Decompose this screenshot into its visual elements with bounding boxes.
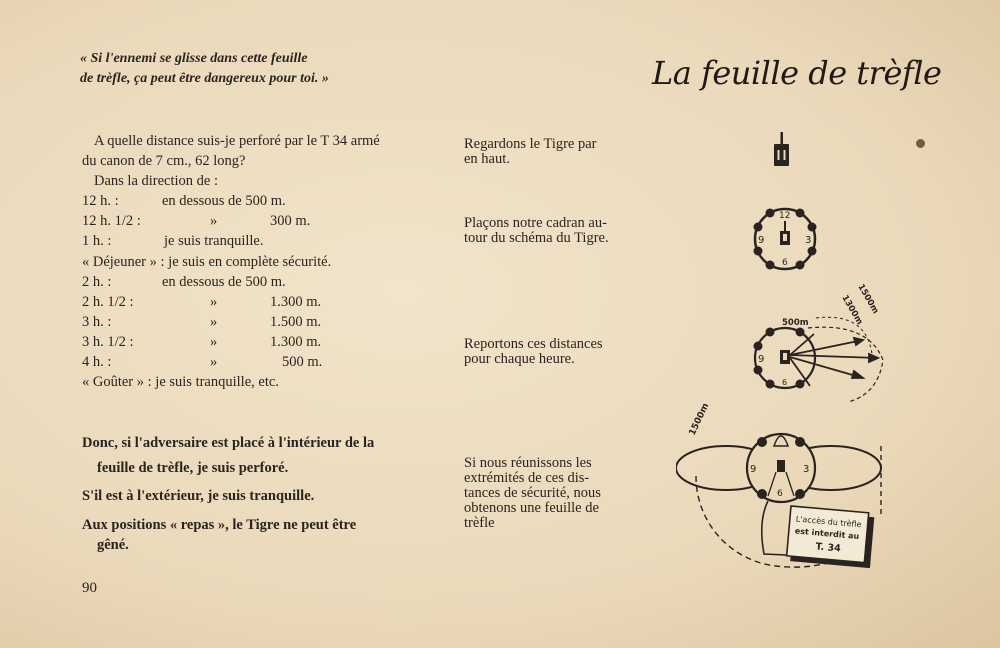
conclusion-line: S'il est à l'extérieur, je suis tranquille.	[82, 488, 315, 504]
intro-line: Dans la direction de :	[94, 173, 219, 190]
quote-line: « Si l'ennemi se glisse dans cette feuille	[80, 51, 308, 66]
clock-label-6: 6	[782, 378, 788, 387]
direction-row: 1 h. : je suis tranquille.	[82, 233, 264, 250]
question-block	[82, 133, 462, 394]
step-2-caption: Plaçons notre cadran au- tour du schéma du Tigre.	[464, 215, 609, 246]
direction-row: 3 h. : » 1.500 m.	[82, 313, 322, 330]
step-3-caption: Reportons ces distances pour chaque heure.	[464, 336, 603, 367]
clock-label-12: 12	[779, 211, 791, 221]
tiger-top-view-illustration	[772, 130, 792, 170]
direction-row: 12 h. : en dessous de 500 m.	[82, 193, 286, 210]
distance-label-1500: 1500m	[855, 282, 881, 316]
quote-line: de trèfle, ça peut être dangereux pour toi. »	[80, 71, 329, 86]
conclusion-line: Aux positions « repas », le Tigre ne peut être	[82, 517, 357, 533]
warning-sign	[786, 506, 874, 568]
clock-label-6: 6	[782, 258, 788, 268]
direction-row: 2 h. : en dessous de 500 m.	[82, 273, 286, 290]
page-number: 90	[82, 580, 97, 596]
clock-dial-illustration	[748, 205, 822, 273]
direction-row: 12 h. 1/2 : » 300 m.	[82, 213, 311, 230]
clock-label-3: 3	[805, 235, 812, 246]
epigraph-quote	[80, 49, 440, 89]
conclusion-line: Donc, si l'adversaire est placé à l'intérieur de la	[82, 435, 375, 451]
clock-label-9: 9	[750, 464, 757, 475]
distance-label-1500: 1500m	[687, 401, 712, 438]
sign-line: est interdit au	[794, 526, 860, 542]
direction-row: « Goûter » : je suis tranquille, etc.	[82, 374, 279, 391]
clock-label-3: 3	[803, 464, 810, 475]
clock-label-6: 6	[777, 489, 783, 499]
step-1-caption: Regardons le Tigre par en haut.	[464, 136, 597, 167]
distance-arrows-illustration	[748, 282, 898, 404]
direction-row: 4 h. : » 500 m.	[82, 354, 323, 371]
intro-line: A quelle distance suis-je perforé par le T 34 armé	[94, 133, 380, 149]
conclusion-line: gêné.	[97, 537, 129, 553]
direction-row: « Déjeuner » : je suis en complète sécurité.	[82, 253, 332, 270]
distance-label-500: 500m	[782, 318, 809, 328]
clock-label-9: 9	[758, 354, 765, 365]
clock-label-9: 9	[758, 235, 765, 246]
direction-row: 2 h. 1/2 : » 1.300 m.	[82, 293, 322, 310]
distance-label-1300: 1300m	[839, 293, 865, 327]
ink-spot	[916, 139, 925, 148]
page-title: La feuille de trèfle	[652, 54, 942, 92]
step-4-caption: Si nous réunissons les extrémités de ces dis- tances de sécurité, nous obtenons une feuille de trèfle	[464, 455, 601, 531]
sign-line: L'accès du trèfle	[795, 514, 862, 530]
sign-line: T. 34	[815, 541, 842, 555]
intro-line: du canon de 7 cm., 62 long?	[82, 153, 246, 170]
clover-leaf-illustration	[676, 396, 886, 574]
conclusion-line: feuille de trèfle, je suis perforé.	[97, 460, 289, 476]
direction-row: 3 h. 1/2 : » 1.300 m.	[82, 333, 322, 350]
